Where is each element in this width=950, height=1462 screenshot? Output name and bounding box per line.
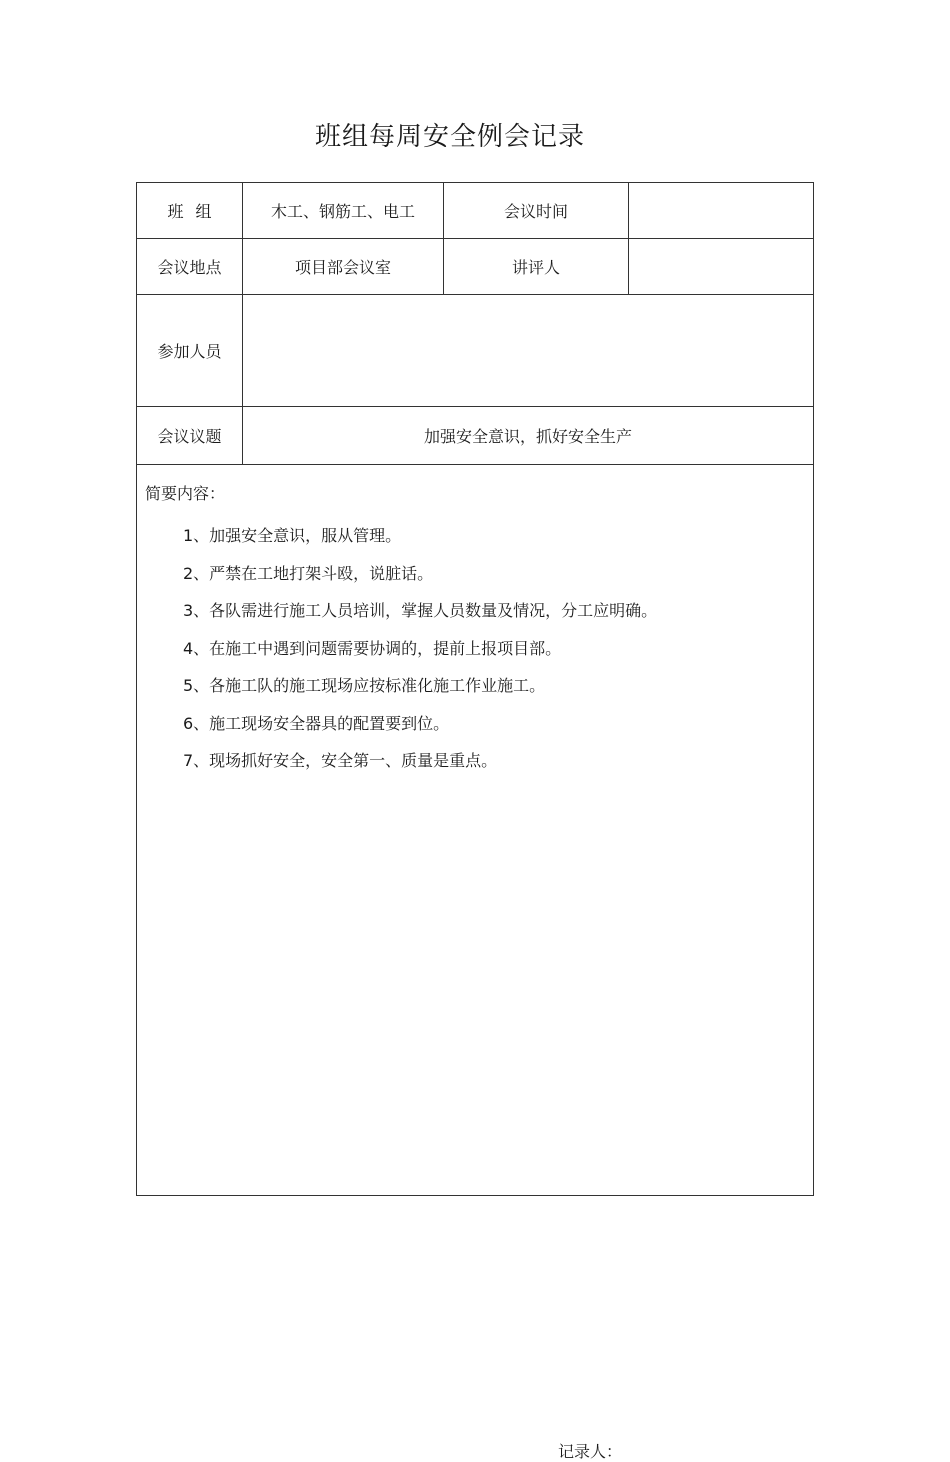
attendees-label: 参加人员 (157, 342, 222, 361)
time-label: 会议时间 (503, 202, 568, 221)
table-row (137, 239, 814, 295)
attendees-value-cell[interactable] (243, 295, 814, 407)
time-value-cell[interactable] (629, 183, 814, 239)
table-row (137, 183, 814, 239)
topic-label: 会议议题 (157, 427, 222, 446)
list-item: 2、严禁在工地打架斗殴，说脏话。 (183, 563, 434, 583)
team-value: 木工、钢筋工、电工 (270, 202, 415, 221)
topic-label-cell (137, 407, 243, 465)
attendees-label-cell (137, 295, 243, 407)
recorder-label: 记录人： (558, 1442, 623, 1461)
document-title: 班组每周安全例会记录 (314, 122, 585, 152)
list-item: 3、各队需进行施工人员培训，掌握人员数量及情况，分工应明确。 (183, 601, 658, 620)
content-heading: 简要内容： (145, 484, 226, 503)
table-row (137, 295, 814, 407)
reviewer-value-cell[interactable] (629, 239, 814, 295)
topic-value: 加强安全意识，抓好安全生产 (423, 427, 632, 446)
reviewer-label: 讲评人 (511, 258, 560, 277)
location-value: 项目部会议室 (294, 258, 391, 277)
time-label-cell (444, 183, 629, 239)
team-label: 班组 (167, 202, 224, 221)
list-item: 5、各施工队的施工现场应按标准化施工作业施工。 (183, 676, 546, 695)
reviewer-label-cell (444, 239, 629, 295)
list-item: 7、现场抓好安全，安全第一、质量是重点。 (183, 751, 498, 770)
content-list (183, 517, 657, 780)
location-label: 会议地点 (157, 258, 222, 277)
meeting-record-table (136, 182, 814, 1461)
team-value-cell (243, 183, 444, 239)
location-value-cell (243, 239, 444, 295)
topic-value-cell (243, 407, 814, 465)
list-item: 6、施工现场安全器具的配置要到位。 (183, 713, 450, 733)
team-label-cell (137, 183, 243, 239)
list-item: 1、加强安全意识，服从管理。 (183, 526, 402, 545)
location-label-cell (137, 239, 243, 295)
list-item: 4、在施工中遇到问题需要协调的，提前上报项目部。 (183, 638, 562, 658)
table-row (137, 465, 814, 1196)
table-row (137, 407, 814, 465)
content-cell (137, 465, 814, 1461)
